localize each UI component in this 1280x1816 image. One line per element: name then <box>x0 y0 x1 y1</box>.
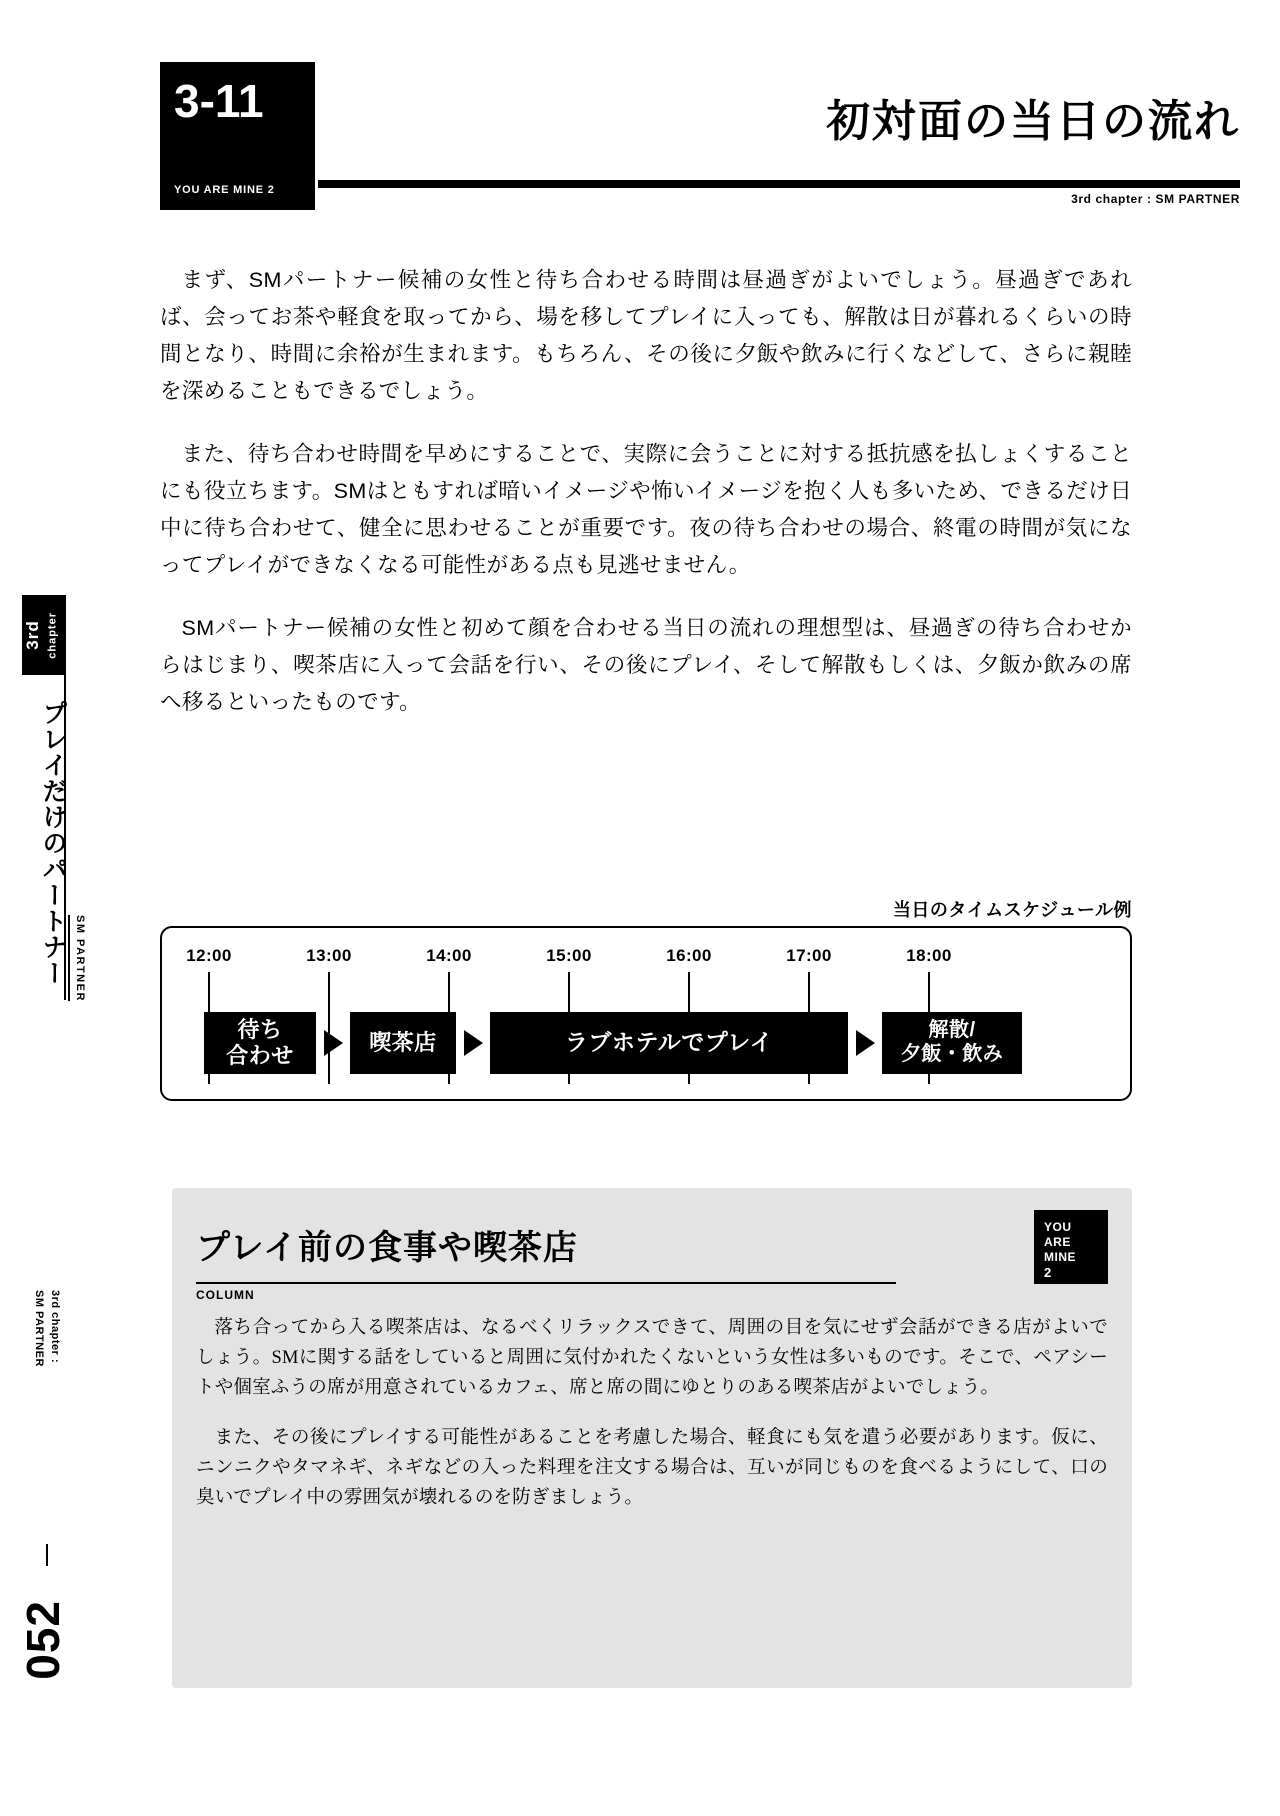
timeline-tick-label: 16:00 <box>666 946 712 965</box>
folio-chapter-line2: SM PARTNER <box>32 1290 45 1367</box>
column-paragraph: また、その後にプレイする可能性があることを考慮した場合、軽食にも気を遣う必要があります。仮に、ニンニクやタマネギ、ネギなどの入った料理を注文する場合は、互いが同じものを食べるようにして、口の臭いでプレイ中の雰囲気が壊れるのを防ぎましょう。 <box>196 1427 1108 1508</box>
column-box <box>172 1188 1132 1688</box>
timeline-block-end <box>882 1012 1022 1074</box>
timeline-tick <box>328 972 330 1084</box>
body-paragraph: また、待ち合わせ時間を早めにすることで、実際に会うことに対する抵抗感を払しょくすることにも役立ちます。SMはともすれば暗いイメージや怖いイメージを抱く人も多いため、できるだけ日中に待ち合わせて、健全に思わせることが重要です。夜の待ち合わせの場合、終電の時間が気になってプレイができなくなる可能性がある点も見逃せません。 <box>160 441 1132 577</box>
column-kicker: COLUMN <box>196 1288 255 1302</box>
timeline-block-cafe <box>350 1012 456 1074</box>
header-rule <box>318 180 1240 188</box>
timeline-tick-label: 14:00 <box>426 946 472 965</box>
header-chapter-label: 3rd chapter : SM PARTNER <box>1071 192 1240 206</box>
timeline-block-line2: 夕飯・飲み <box>900 1043 1004 1065</box>
column-title: プレイ前の食事や喫茶店 <box>196 1229 578 1267</box>
timeline-arrow-icon <box>464 1030 483 1056</box>
folio-chapter-label <box>30 1290 62 1367</box>
section-number-box <box>160 62 315 210</box>
body-paragraph: SMパートナー候補の女性と初めて顔を合わせる当日の流れの理想型は、昼過ぎの待ち合わせからはじまり、喫茶店に入って会話を行い、その後にプレイ、そして解散もしくは、夕飯か飲みの席へ移るといったものです。 <box>160 615 1132 714</box>
timeline-arrow-icon <box>856 1030 875 1056</box>
timeline-tick-label: 12:00 <box>186 946 232 965</box>
badge-line-4: 2 <box>1044 1265 1052 1280</box>
column-brand-badge <box>1034 1210 1108 1284</box>
timeline-block-line2: 合わせ <box>226 1043 294 1068</box>
section-header <box>160 62 1240 212</box>
timeline-tick-label: 17:00 <box>786 946 832 965</box>
timeline-block-line1: 待ち <box>237 1017 283 1043</box>
body-text <box>160 262 1132 747</box>
body-paragraph: まず、SMパートナー候補の女性と待ち合わせる時間は昼過ぎがよいでしょう。昼過ぎであれば、会ってお茶や軽食を取ってから、場を移してプレイに入っても、解散は日が暮れるくらいの時間となり、時間に余裕が生まれます。もちろん、その後に夕飯や飲みに行くなどして、さらに親睦を深めることもできるでしょう。 <box>160 268 1132 403</box>
timeline-tick-label: 15:00 <box>546 946 592 965</box>
folio-divider <box>46 1544 48 1566</box>
timeline-tick-label: 13:00 <box>306 946 352 965</box>
page-number: 052 <box>17 1600 69 1680</box>
timeline-figure <box>160 926 1132 1101</box>
badge-line-2: ARE <box>1044 1235 1071 1249</box>
side-vertical-title: プレイだけのパートナー <box>39 700 67 986</box>
side-rail <box>0 0 150 1816</box>
column-body <box>196 1314 1108 1534</box>
side-chapter-tab <box>22 595 64 675</box>
side-chapter-number: 3rd <box>23 620 43 650</box>
timeline-block-meetup <box>204 1012 316 1074</box>
schedule-caption: 当日のタイムスケジュール例 <box>892 900 1132 920</box>
section-number: 3-11 <box>174 75 264 127</box>
side-chapter-word: chapter <box>47 611 59 659</box>
page-title: 初対面の当日の流れ <box>826 97 1240 146</box>
column-rule <box>196 1282 896 1284</box>
side-vertical-sub-rule <box>68 915 70 1001</box>
timeline-block-play <box>490 1012 848 1074</box>
timeline-block-line1: 解散/ <box>928 1019 976 1042</box>
timeline-block-line1: ラブホテルでプレイ <box>564 1029 774 1056</box>
header-brand: YOU ARE MINE 2 <box>174 184 275 196</box>
badge-line-3: MINE <box>1044 1250 1076 1264</box>
folio-chapter-line1: 3rd chapter : <box>48 1290 61 1364</box>
column-paragraph: 落ち合ってから入る喫茶店は、なるべくリラックスできて、周囲の目を気にせず会話ができる店がよいでしょう。SMに関する話をしていると周囲に気付かれたくないという女性は多いものです。そこで、ペアシートや個室ふうの席が用意されているカフェ、席と席の間にゆとりのある喫茶店がよいでしょう。 <box>196 1318 1108 1398</box>
timeline-block-line1: 喫茶店 <box>369 1030 437 1056</box>
timeline-arrow-icon <box>324 1030 343 1056</box>
badge-line-1: YOU <box>1044 1220 1072 1234</box>
side-vertical-subtitle: SM PARTNER <box>74 915 86 1002</box>
timeline-tick-label: 18:00 <box>906 946 952 965</box>
